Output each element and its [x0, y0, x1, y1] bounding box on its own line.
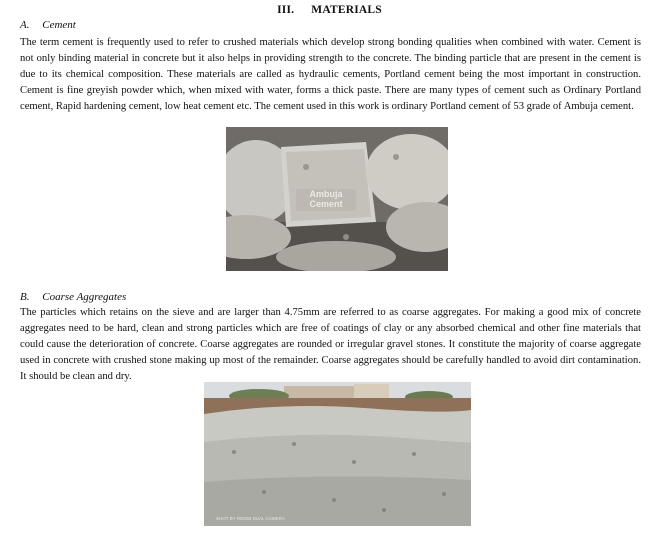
- bag-brand-line1: Ambuja: [309, 189, 343, 199]
- aggregates-paragraph: The particles which retains on the sieve and are larger than 4.75mm are referred to as coarse aggregates. For making a good mix of concrete aggregates need to be hard, clean and strong particles which are free of coatings of clay or any absorbed chemical and other fine materials that could cause the deterioration of concrete. Coarse aggregates are rounded or irregular gravel stones. It constitute the majority of coarse aggregate used in concrete with crushed stone making up most of the remainder. Coarse aggregates should be carefully handled to avoid dirt contamination. It should be clean and dry.: [20, 307, 641, 382]
- section-number: III.: [277, 4, 295, 16]
- section-title: MATERIALS: [311, 4, 382, 16]
- subsection-title: Cement: [42, 19, 76, 31]
- cement-paragraph: The term cement is frequently used to refer to crushed materials which develop strong bonding qualities when combined with water. Cement is not only binding material in concrete but it also helps in providing strength to the concrete. The binding particle that are present in the cement is due to its chemical composition. These materials are called as hydraulic cements, Portland cement being the most important in construction. Cement is fine greyish powder which, when mixed with water, forms a thick paste. There are many types of cement such as Ordinary Portland cement, Rapid hardening cement, low heat cement etc. The cement used in this work is ordinary Portland cement of 53 grade of Ambuja cement.: [20, 37, 641, 112]
- subsection-letter: A.: [20, 19, 30, 31]
- subsection-heading-cement: [20, 19, 76, 31]
- bag-brand-line2: Cement: [309, 199, 343, 209]
- coarse-aggregate-photo: [204, 382, 471, 526]
- section-heading: [0, 4, 659, 16]
- cement-bags-photo: [226, 127, 448, 271]
- subsection-heading-aggregates: [20, 291, 126, 303]
- subsection-title: Coarse Aggregates: [42, 291, 127, 303]
- photo-watermark: SHOT BY REDMI DUAL CAMERA: [216, 516, 285, 521]
- subsection-letter: B.: [20, 291, 30, 303]
